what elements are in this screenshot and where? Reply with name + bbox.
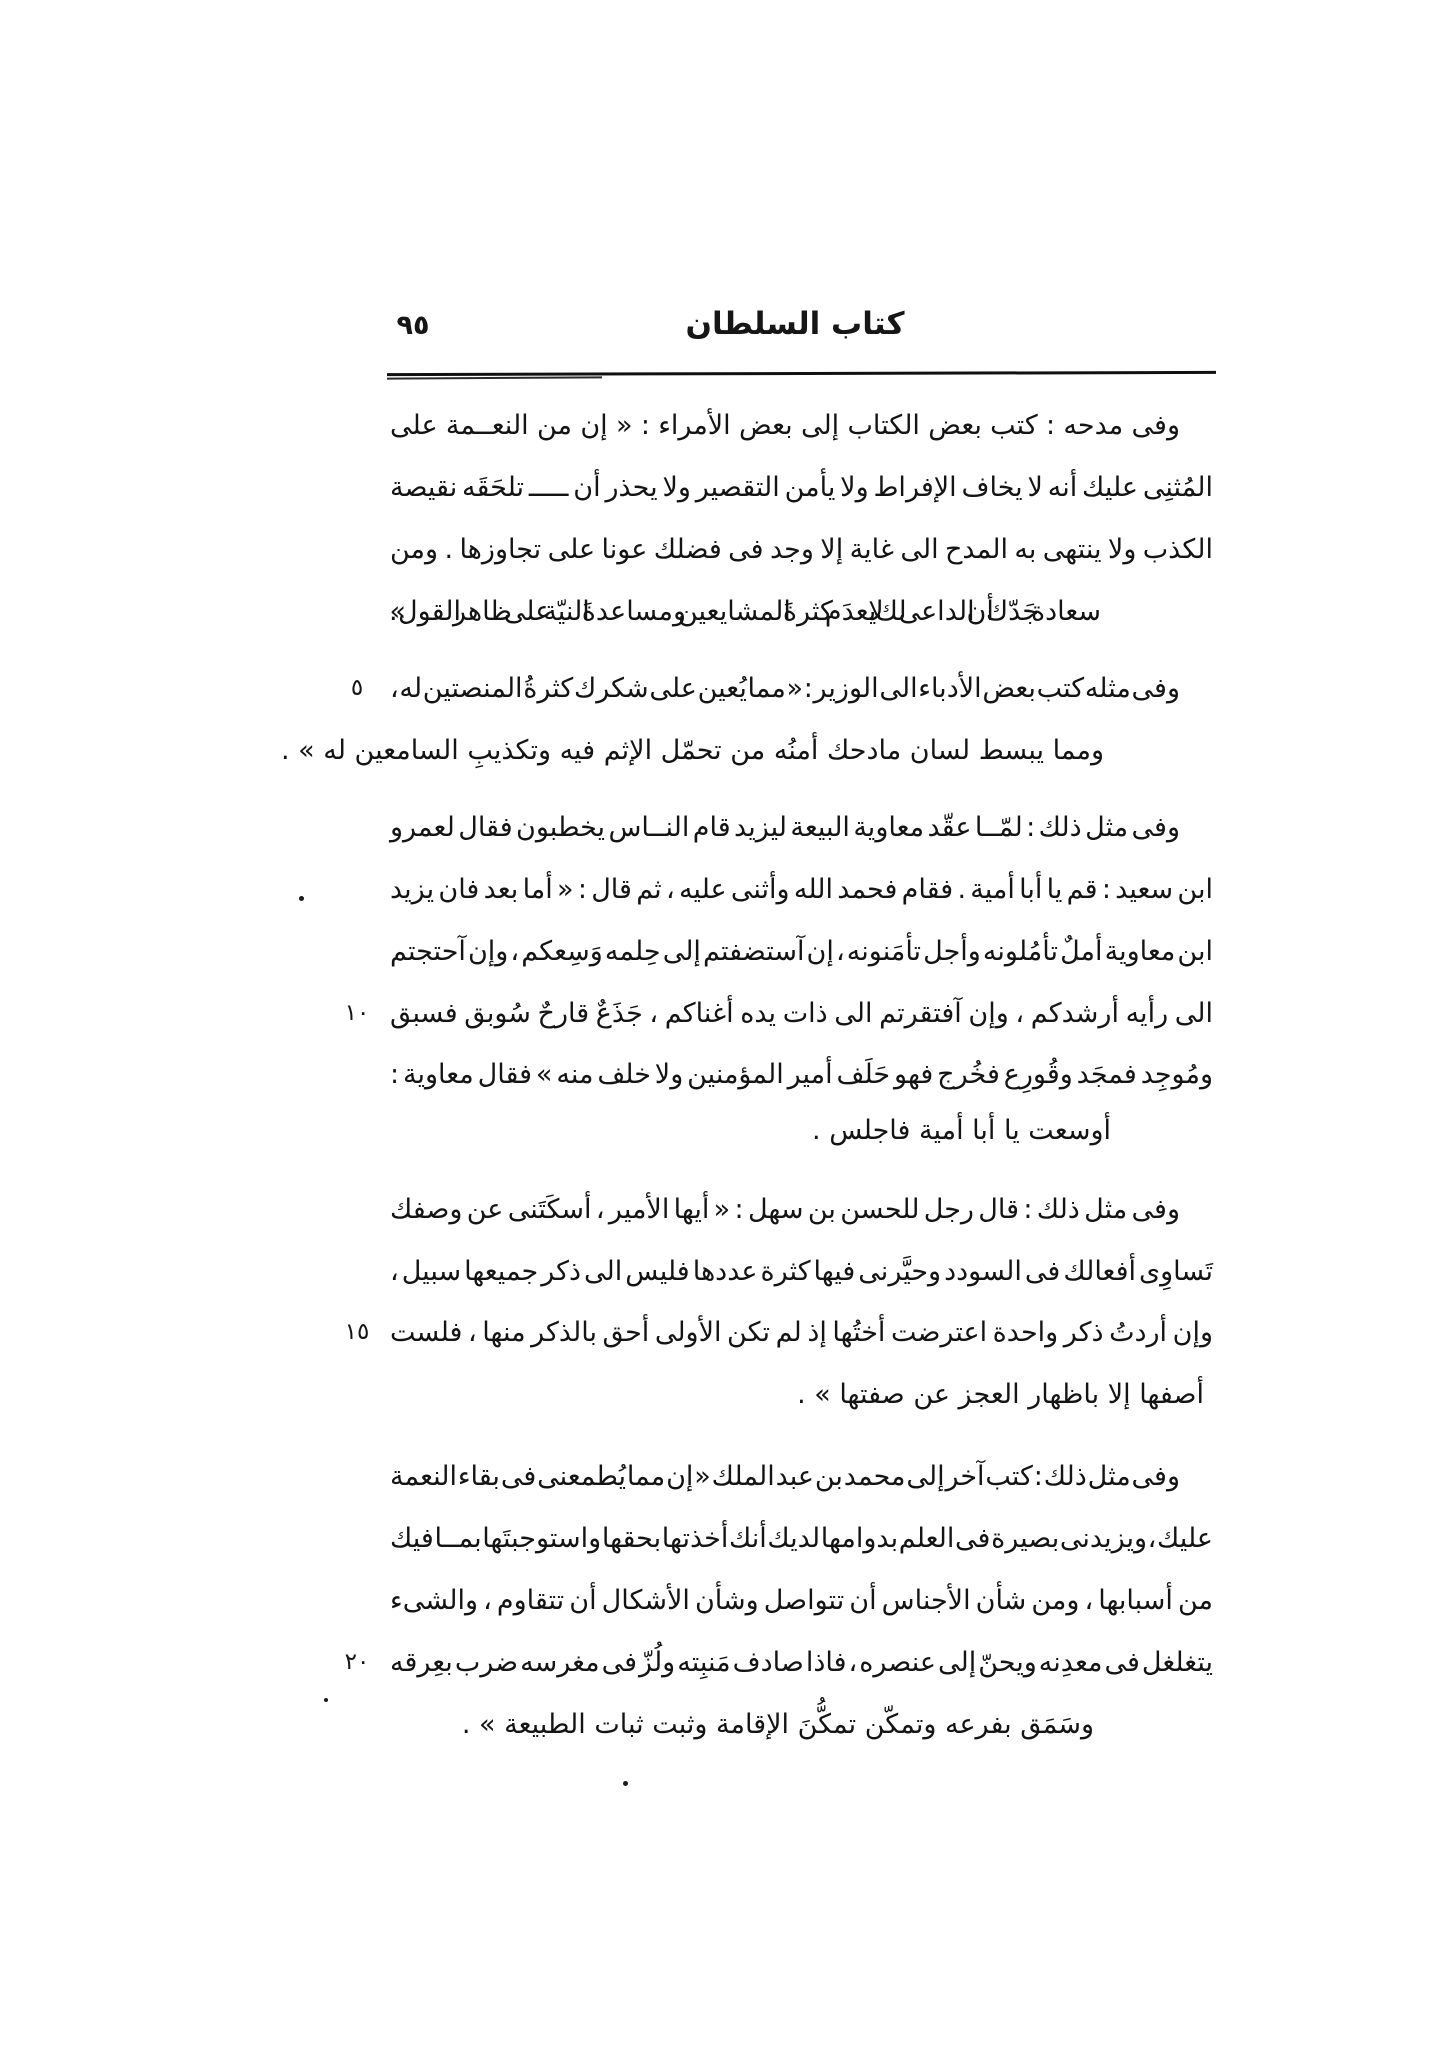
margin-line-number-20: ٢٠ xyxy=(344,1649,370,1675)
body-line: الكذب ولا ينتهى به المدح الى غاية إلا وجد فى فضلك عونا على تجاوزها . ومن xyxy=(390,534,1213,565)
page-number: ٩٥ xyxy=(396,310,430,341)
body-line: المُثنِى عليك أنه لا يخاف الإفراط ولا يأمن التقصير ولا يحذر أن ـــــ تلحَقَه نقيصة xyxy=(390,472,1213,503)
body-line: عليك ، ويزيدنى بصيرة فى العلم بدوامها لديك أنك أخذتها بحقها واستوجبتَها بمــا فيك xyxy=(390,1523,1213,1554)
margin-line-number-5: ٥ xyxy=(350,675,364,701)
body-line: أوسعت يا أبا أمية فاجلس . xyxy=(812,1115,1111,1146)
body-line: سعادة جَدّك أن الداعى لك لا يعدَم كثرةَ المشايعين ومساعدةَ النيّة على ظاهر القول » . xyxy=(389,596,1101,627)
body-line: ابن سعيد : قم يا أبا أمية . فقام فحمد الله وأثنى عليه ، ثم قال : « أما بعد فان يزيد xyxy=(390,874,1213,905)
body-line: أصفها إلا باظهار العجز عن صفتها » . xyxy=(797,1379,1204,1410)
body-line: وسَمَق بفرعه وتمكّن تمكُّنَ الإقامة وثبت ثبات الطبيعة » . xyxy=(461,1709,1094,1740)
body-line: وفى مثل ذلك : قال رجل للحسن بن سهل : « أيها الأمير ، أسكَتَنى عن وصفك xyxy=(390,1194,1180,1225)
ink-speck xyxy=(623,1781,628,1786)
margin-line-number-15: ١٥ xyxy=(344,1319,370,1345)
body-line: وفى مثل ذلك : كتب آخر إلى محمد بن عبد الملك « إن مما يُطمعنى فى بقاء النعمة xyxy=(390,1461,1180,1492)
body-line: وإن أردتُ ذكر واحدة اعترضت أختُها إذ لم تكن الأولى أحق بالذكر منها ، فلست xyxy=(390,1317,1213,1348)
body-line: ومُوجِد فمجَد وقُورِع فخُرج فهو حَلَف أمير المؤمنين ولا خلف منه » فقال معاوية : xyxy=(390,1059,1213,1090)
body-line: الى رأيه أرشدكم ، وإن آفتقرتم الى ذات يده أغناكم ، جَذَعٌ قارحٌ سُوبق فسبق xyxy=(390,998,1213,1029)
ink-speck xyxy=(324,1698,328,1702)
body-line: وفى مثل ذلك : لمّــا عقّد معاوية البيعة ليزيد قام النــاس يخطبون فقال لعمرو xyxy=(390,812,1180,843)
margin-line-number-10: ١٠ xyxy=(344,1000,370,1026)
body-line: ومما يبسط لسان مادحك أمنُه من تحمّل الإثم فيه وتكذيبِ السامعين له » . xyxy=(280,735,1104,766)
page-title: كتاب السلطان xyxy=(685,306,905,342)
header-rule xyxy=(387,371,1216,376)
body-line: ابن معاوية أملٌ تأمُلونه وأجل تأمَنونه ، إن آستضفتم إلى حِلمه وَسِعكم ، وإن آحتجتم xyxy=(390,936,1213,967)
body-line: وفى مدحه : كتب بعض الكتاب إلى بعض الأمراء : « إن من النعــمة على xyxy=(390,410,1180,441)
body-line: تَساوِى أفعالك فى السودد وحيَّرنى فيها كثرة عددها فليس الى ذكر جميعها سبيل ، xyxy=(390,1256,1213,1287)
ink-speck xyxy=(299,896,304,901)
body-line: يتغلغل فى معدِنه ويحنّ إلى عنصره ، فاذا صادف مَنبِته ولُزّ فى مغرسه ضرب بعِرقه xyxy=(390,1647,1213,1678)
body-line: من أسبابها ، ومن شأن الأجناس أن تتواصل وشأن الأشكال أن تتقاوم ، والشىء xyxy=(390,1585,1213,1616)
header-rule-echo xyxy=(387,376,602,379)
body-line: وفى مثله كتب بعض الأدباء الى الوزير : « مما يُعين على شكرك كثرةُ المنصتين له ، xyxy=(390,673,1180,704)
